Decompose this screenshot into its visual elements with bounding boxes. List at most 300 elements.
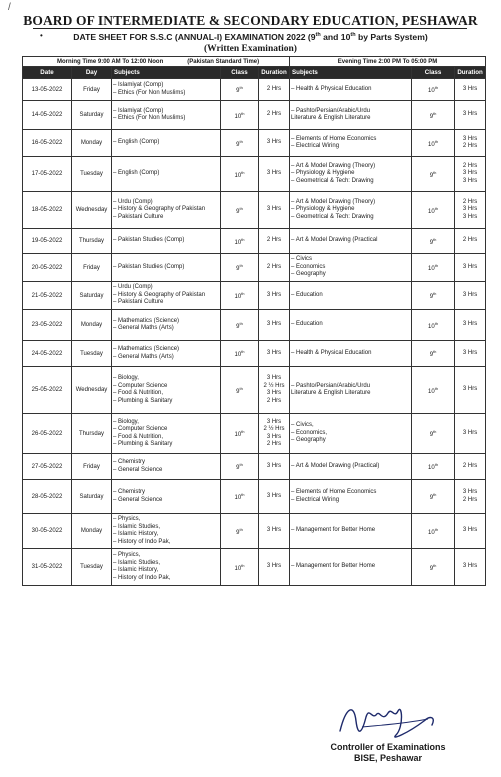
evening-class-cell — [412, 549, 455, 586]
written-exam-label: (Written Examination) — [204, 44, 297, 54]
class-suffix: th — [433, 169, 437, 175]
cell-line: – Geography — [291, 271, 326, 278]
morning-subjects-cell — [112, 229, 221, 254]
cell-line: 3 Hrs — [462, 349, 478, 356]
cell-line: 2 ½ Hrs — [263, 382, 285, 389]
class-suffix: th — [241, 562, 245, 568]
cell-line: – Urdu (Comp) — [113, 284, 153, 291]
evening-class-cell — [412, 310, 455, 341]
pst-label: (Pakistan Standard Time) — [187, 58, 260, 65]
evening-class-cell — [412, 229, 455, 254]
evening-duration-cell — [455, 130, 486, 157]
date-cell: 16-05-2022 — [23, 130, 72, 157]
class-number: 9 — [429, 352, 434, 358]
morning-class-cell — [221, 79, 259, 101]
col-day: Day — [72, 67, 112, 79]
cell-line: – Computer Science — [113, 382, 168, 389]
class-suffix: th — [241, 236, 245, 242]
cell-line: – Geometrical & Tech: Drawing — [291, 177, 374, 184]
cell-line: 2 Hrs — [462, 162, 478, 169]
title-underline — [33, 28, 467, 29]
cell-line: 3 Hrs — [266, 462, 282, 469]
class-suffix: th — [239, 205, 243, 211]
cell-line: – Art & Model Drawing (Theory) — [291, 162, 376, 169]
cell-line: – Pakistani Culture — [113, 299, 164, 306]
cell-line: – General Science — [113, 496, 163, 503]
cell-line: – Urdu (Comp) — [113, 198, 153, 205]
evening-subjects-cell — [290, 101, 412, 130]
evening-duration-cell — [455, 79, 486, 101]
evening-duration-cell — [455, 454, 486, 480]
date-cell: 20-05-2022 — [23, 254, 72, 282]
class-suffix: th — [434, 385, 439, 391]
evening-subjects-cell — [290, 414, 412, 454]
class-number: 10 — [234, 172, 242, 179]
evening-duration-cell — [455, 229, 486, 254]
table-row — [23, 514, 486, 549]
morning-subjects-cell — [112, 367, 221, 414]
cell-line: 3 Hrs — [462, 263, 478, 270]
cell-line: 3 Hrs — [462, 135, 478, 142]
morning-subjects-cell — [112, 282, 221, 310]
cell-line: 3 Hrs — [266, 321, 282, 328]
evening-subjects-cell — [290, 367, 412, 414]
table-row — [23, 310, 486, 341]
evening-class-cell — [412, 282, 455, 310]
class-suffix: th — [434, 320, 439, 326]
evening-duration-cell — [455, 480, 486, 514]
class-number: 10 — [234, 294, 242, 300]
evening-class-cell — [412, 367, 455, 414]
evening-duration-cell — [455, 367, 486, 414]
pen-mark-icon: / — [8, 2, 11, 13]
class-number: 9 — [429, 294, 434, 300]
date-cell: 13-05-2022 — [23, 79, 72, 101]
cell-line: 3 Hrs — [462, 429, 478, 436]
class-suffix: th — [239, 320, 243, 326]
table-row — [23, 367, 486, 414]
morning-duration-cell — [259, 414, 290, 454]
day-cell: Monday — [72, 130, 112, 157]
cell-line: 3 Hrs — [266, 433, 282, 440]
table-row — [23, 549, 486, 586]
class-number: 10 — [234, 239, 242, 246]
class-number: 10 — [428, 388, 435, 395]
class-suffix: th — [434, 263, 439, 268]
class-number: 9 — [429, 565, 434, 572]
class-suffix: th — [239, 526, 243, 532]
date-cell: 31-05-2022 — [23, 549, 72, 586]
subtitle-part-a: DATE SHEET FOR S.S.C (ANNUAL-I) EXAMINATION 2022 (9 — [73, 32, 316, 42]
class-suffix: th — [433, 291, 437, 296]
date-cell: 28-05-2022 — [23, 480, 72, 514]
morning-class-cell — [221, 101, 259, 130]
cell-line: – Geography — [291, 437, 326, 444]
morning-shift-label — [23, 57, 290, 67]
subtitle-sup-9: th — [315, 32, 321, 39]
date-cell: 21-05-2022 — [23, 282, 72, 310]
cell-line: – Economics, — [291, 429, 328, 436]
cell-line: – Islamic History, — [113, 567, 159, 573]
table-row — [23, 254, 486, 282]
class-suffix: th — [434, 138, 439, 144]
cell-line: – Management for Better Home — [291, 563, 376, 570]
class-number: 9 — [429, 113, 434, 120]
evening-class-cell — [412, 480, 455, 514]
evening-class-cell — [412, 192, 455, 229]
cell-line: – Physics, — [113, 516, 141, 522]
morning-class-cell — [221, 341, 259, 367]
cell-line: 3 Hrs — [266, 375, 282, 381]
subtitle-sup-10: th — [350, 32, 356, 39]
class-suffix: th — [241, 492, 245, 497]
morning-subjects-cell — [112, 101, 221, 130]
col-evening-class: Class — [412, 67, 455, 79]
cell-line: – English (Comp) — [113, 170, 160, 177]
subtitle-part-c: by Parts System) — [355, 32, 428, 42]
cell-line: 3 Hrs — [266, 206, 282, 213]
cell-line: – Pakistan Studies (Comp) — [113, 237, 185, 244]
day-cell: Thursday — [72, 229, 112, 254]
morning-subjects-cell — [112, 341, 221, 367]
evening-duration-cell — [455, 514, 486, 549]
evening-class-cell — [412, 101, 455, 130]
controller-office: BISE, Peshawar — [353, 753, 423, 763]
cell-line: – Health & Physical Education — [291, 349, 372, 356]
class-suffix: th — [239, 85, 243, 90]
cell-line: – Mathematics (Science) — [113, 317, 180, 324]
morning-class-cell — [221, 157, 259, 192]
morning-duration-cell — [259, 454, 290, 480]
class-suffix: th — [241, 429, 245, 434]
class-number: 10 — [428, 323, 435, 330]
cell-line: 2 Hrs — [266, 263, 282, 270]
evening-duration-cell — [455, 310, 486, 341]
cell-line: – Physiology & Hygiene — [291, 206, 355, 213]
day-cell: Monday — [72, 310, 112, 341]
morning-class-cell — [221, 367, 259, 414]
cell-line: – Electrical Wiring — [291, 143, 340, 149]
cell-line: – Ethics (For Non Muslims) — [113, 89, 186, 96]
evening-class-cell — [412, 514, 455, 549]
morning-class-cell — [221, 282, 259, 310]
cell-line: – Biology, — [113, 418, 139, 425]
morning-class-cell — [221, 414, 259, 454]
cell-line: – History & Geography of Pakistan — [113, 291, 206, 298]
cell-line: Literature & English Literature — [291, 115, 371, 121]
morning-duration-cell — [259, 79, 290, 101]
evening-subjects-cell — [290, 229, 412, 254]
shift-band-row — [23, 57, 486, 67]
table-body — [23, 57, 486, 586]
cell-line: – Electrical Wiring — [291, 496, 340, 503]
cell-line: 3 Hrs — [462, 85, 478, 92]
class-number: 10 — [234, 352, 242, 358]
cell-line: – Art & Model Drawing (Practical — [291, 237, 378, 244]
cell-line: – Physiology & Hygiene — [291, 170, 355, 177]
evening-subjects-cell — [290, 282, 412, 310]
day-cell: Friday — [72, 454, 112, 480]
column-header-row — [23, 67, 486, 79]
morning-subjects-cell — [112, 549, 221, 586]
cell-line: 3 Hrs — [462, 291, 478, 298]
cell-line: – Pashto/Persian/Arabic/Urdu — [291, 107, 371, 114]
class-number: 9 — [236, 141, 240, 148]
table-row — [23, 229, 486, 254]
class-number: 10 — [234, 565, 242, 572]
table-row — [23, 192, 486, 229]
class-number: 9 — [429, 239, 434, 246]
controller-signature — [332, 697, 442, 745]
morning-subjects-cell — [112, 130, 221, 157]
class-number: 9 — [236, 465, 240, 471]
cell-line: – Pashto/Persian/Arabic/Urdu — [291, 382, 371, 389]
evening-class-cell — [412, 341, 455, 367]
cell-line: 3 Hrs — [462, 170, 478, 177]
col-evening-subjects: Subjects — [290, 67, 412, 79]
class-number: 10 — [428, 529, 435, 536]
date-cell: 24-05-2022 — [23, 341, 72, 367]
cell-line: – Pakistan Studies (Comp) — [113, 263, 185, 270]
cell-line: – History of Indo Pak, — [113, 574, 171, 581]
evening-duration-cell — [455, 549, 486, 586]
evening-subjects-cell — [290, 454, 412, 480]
class-number: 9 — [236, 88, 240, 94]
evening-duration-cell — [455, 157, 486, 192]
morning-class-cell — [221, 192, 259, 229]
bullet-dot-icon: • — [40, 31, 43, 40]
evening-subjects-cell — [290, 254, 412, 282]
table-row — [23, 454, 486, 480]
evening-class-cell — [412, 79, 455, 101]
evening-subjects-cell — [290, 310, 412, 341]
class-suffix: th — [241, 169, 245, 175]
evening-subjects-cell — [290, 79, 412, 101]
evening-duration-cell — [455, 254, 486, 282]
cell-line: – Education — [291, 291, 323, 298]
morning-class-cell — [221, 480, 259, 514]
board-title: BOARD OF INTERMEDIATE & SECONDARY EDUCATION, PESHAWAR — [23, 13, 478, 28]
date-cell: 25-05-2022 — [23, 367, 72, 414]
cell-line: 2 Hrs — [462, 237, 478, 244]
cell-line: – Islamiyat (Comp) — [113, 82, 164, 88]
morning-duration-cell — [259, 157, 290, 192]
class-number: 9 — [429, 432, 434, 438]
evening-duration-cell — [455, 414, 486, 454]
cell-line: 2 Hrs — [462, 143, 478, 149]
morning-class-cell — [221, 549, 259, 586]
evening-duration-cell — [455, 341, 486, 367]
day-cell: Monday — [72, 514, 112, 549]
table-row — [23, 130, 486, 157]
cell-line: – Art & Model Drawing (Theory) — [291, 198, 376, 205]
morning-duration-cell — [259, 310, 290, 341]
table-row — [23, 414, 486, 454]
day-cell: Wednesday — [72, 192, 112, 229]
cell-line: 3 Hrs — [462, 213, 478, 220]
col-subjects: Subjects — [112, 67, 221, 79]
cell-line: 3 Hrs — [462, 206, 478, 213]
cell-line: – Chemistry — [113, 459, 146, 465]
cell-line: – Chemistry — [113, 489, 146, 495]
cell-line: – Economics — [291, 263, 326, 270]
day-cell: Saturday — [72, 282, 112, 310]
cell-line: 3 Hrs — [266, 527, 282, 534]
cell-line: – General Maths (Arts) — [113, 325, 174, 331]
morning-subjects-cell — [112, 254, 221, 282]
cell-line: 3 Hrs — [266, 349, 282, 356]
evening-subjects-cell — [290, 549, 412, 586]
cell-line: – Civics, — [291, 422, 314, 429]
cell-line: – Food & Nutrition, — [113, 390, 164, 396]
morning-class-cell — [221, 310, 259, 341]
day-cell: Friday — [72, 254, 112, 282]
cell-line: 3 Hrs — [266, 563, 282, 570]
col-duration: Duration — [259, 67, 290, 79]
class-suffix: th — [241, 291, 245, 296]
class-number: 10 — [234, 495, 242, 501]
class-number: 9 — [429, 172, 434, 179]
cell-line: 3 Hrs — [266, 418, 282, 425]
table-row — [23, 480, 486, 514]
cell-line: – Pakistani Culture — [113, 213, 164, 220]
cell-line: 3 Hrs — [462, 386, 478, 393]
col-class: Class — [221, 67, 259, 79]
class-number: 10 — [428, 465, 435, 471]
cell-line: 2 Hrs — [266, 85, 282, 92]
cell-line: – History of Indo Pak, — [113, 538, 171, 545]
morning-duration-cell — [259, 514, 290, 549]
evening-class-cell — [412, 157, 455, 192]
morning-subjects-cell — [112, 454, 221, 480]
evening-subjects-cell — [290, 480, 412, 514]
evening-duration-cell — [455, 192, 486, 229]
cell-line: – Elements of Home Economics — [291, 135, 377, 142]
morning-duration-cell — [259, 130, 290, 157]
morning-subjects-cell — [112, 514, 221, 549]
class-number: 10 — [428, 141, 435, 148]
evening-subjects-cell — [290, 514, 412, 549]
col-evening-duration: Duration — [455, 67, 486, 79]
date-cell: 27-05-2022 — [23, 454, 72, 480]
morning-duration-cell — [259, 480, 290, 514]
cell-line: Literature & English Literature — [291, 390, 371, 396]
class-suffix: th — [239, 462, 243, 467]
cell-line: 3 Hrs — [266, 291, 282, 298]
morning-subjects-cell — [112, 414, 221, 454]
table-row — [23, 157, 486, 192]
table-row — [23, 341, 486, 367]
day-cell: Friday — [72, 79, 112, 101]
class-suffix: th — [434, 462, 439, 467]
cell-line: 2 Hrs — [462, 198, 478, 205]
morning-class-cell — [221, 454, 259, 480]
date-cell: 17-05-2022 — [23, 157, 72, 192]
subtitle-part-b: and 10 — [320, 32, 351, 42]
class-number: 9 — [236, 323, 240, 330]
cell-line: – Mathematics (Science) — [113, 346, 180, 352]
evening-class-cell — [412, 254, 455, 282]
evening-subjects-cell — [290, 192, 412, 229]
col-date: Date — [23, 67, 72, 79]
cell-line: – English (Comp) — [113, 139, 160, 146]
morning-class-cell — [221, 254, 259, 282]
class-number: 10 — [428, 208, 435, 215]
date-cell: 23-05-2022 — [23, 310, 72, 341]
table-row — [23, 79, 486, 101]
cell-line: – Health & Physical Education — [291, 85, 372, 92]
cell-line: 2 ½ Hrs — [263, 426, 285, 432]
class-number: 9 — [236, 388, 240, 395]
class-suffix: th — [434, 205, 439, 211]
morning-duration-cell — [259, 367, 290, 414]
day-cell: Wednesday — [72, 367, 112, 414]
morning-duration-cell — [259, 254, 290, 282]
cell-line: 2 Hrs — [266, 397, 282, 404]
cell-line: – Management for Better Home — [291, 527, 376, 534]
morning-class-cell — [221, 130, 259, 157]
class-number: 10 — [234, 432, 242, 438]
cell-line: 3 Hrs — [462, 489, 478, 495]
table-row — [23, 282, 486, 310]
controller-title: Controller of Examinations — [330, 742, 446, 752]
cell-line: – Physics, — [113, 552, 141, 558]
class-suffix: th — [239, 385, 243, 391]
class-suffix: th — [241, 110, 245, 116]
date-cell: 30-05-2022 — [23, 514, 72, 549]
cell-line: – Islamic History, — [113, 531, 159, 537]
class-suffix: th — [241, 349, 245, 354]
cell-line: – Biology, — [113, 375, 139, 381]
cell-line: 2 Hrs — [266, 237, 282, 244]
class-suffix: th — [239, 138, 243, 144]
evening-subjects-cell — [290, 157, 412, 192]
cell-line: – Computer Science — [113, 426, 168, 432]
morning-duration-cell — [259, 341, 290, 367]
class-suffix: th — [434, 526, 439, 532]
date-cell: 26-05-2022 — [23, 414, 72, 454]
morning-duration-cell — [259, 549, 290, 586]
morning-duration-cell — [259, 192, 290, 229]
morning-subjects-cell — [112, 480, 221, 514]
cell-line: – History & Geography of Pakistan — [113, 206, 206, 213]
cell-line: 3 Hrs — [266, 390, 282, 396]
cell-line: 3 Hrs — [462, 527, 478, 534]
class-suffix: th — [239, 263, 243, 268]
exam-subtitle — [0, 32, 501, 42]
day-cell: Tuesday — [72, 341, 112, 367]
class-suffix: th — [433, 349, 437, 354]
cell-line: – Ethics (For Non Muslims) — [113, 115, 186, 121]
cell-line: 2 Hrs — [462, 496, 478, 503]
class-suffix: th — [434, 85, 439, 90]
date-cell: 18-05-2022 — [23, 192, 72, 229]
evening-duration-cell — [455, 282, 486, 310]
morning-subjects-cell — [112, 79, 221, 101]
morning-duration-cell — [259, 229, 290, 254]
cell-line: 2 Hrs — [266, 441, 282, 447]
class-number: 9 — [236, 208, 240, 215]
morning-subjects-cell — [112, 192, 221, 229]
day-cell: Saturday — [72, 480, 112, 514]
evening-class-cell — [412, 130, 455, 157]
evening-duration-cell — [455, 101, 486, 130]
date-cell: 19-05-2022 — [23, 229, 72, 254]
morning-duration-cell — [259, 282, 290, 310]
class-number: 9 — [236, 529, 240, 536]
class-number: 9 — [429, 495, 434, 501]
cell-line: 2 Hrs — [266, 111, 282, 118]
